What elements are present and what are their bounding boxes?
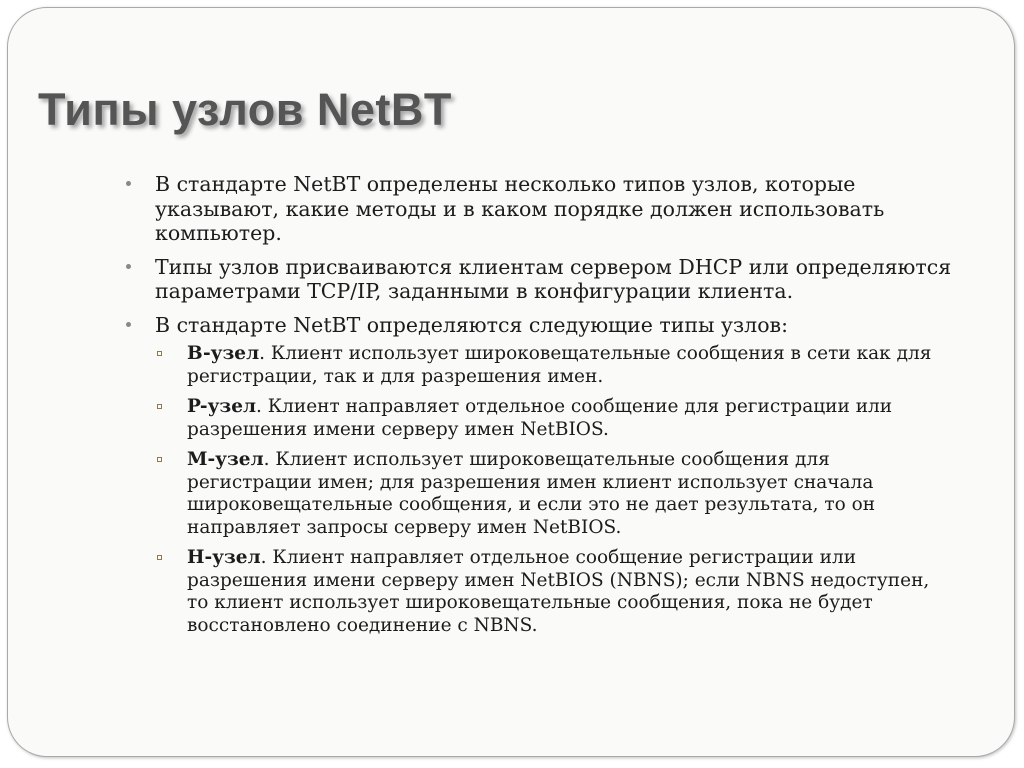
node-types-list	[155, 343, 954, 637]
node-type-term: M-узел	[187, 449, 264, 470]
node-type-term: H-узел	[187, 547, 261, 568]
bullet-item	[124, 172, 954, 246]
bullet-dot-icon	[126, 264, 131, 269]
node-type-item-b	[155, 343, 954, 388]
node-type-description: . Клиент использует широковещательные сообщения в сети как для регистрации, так и для разрешения имен.	[187, 343, 932, 387]
square-bullet-icon	[157, 404, 162, 409]
bullet-item	[124, 255, 954, 304]
node-type-description: . Клиент направляет отдельное сообщение регистрации или разрешения имени серверу имен NetBIOS (NBNS); если NBNS недоступен, то клиент использует широковещательные сообщения, пока не будет восстановлено соединение с NBNS.	[187, 547, 930, 636]
bullet-item	[124, 313, 954, 638]
bullet-text: Типы узлов присваиваются клиентам сервером DHCP или определяются параметрами TCP/IP, заданными в конфигурации клиента.	[155, 254, 952, 303]
square-bullet-icon	[157, 351, 162, 356]
bullet-text: В стандарте NetBT определены несколько типов узлов, которые указывают, какие методы и в каком порядке должен использовать компьютер.	[155, 172, 885, 245]
bullet-list	[124, 172, 954, 637]
bullet-text: В стандарте NetBT определяются следующие типы узлов:	[155, 312, 788, 337]
square-bullet-icon	[157, 457, 162, 462]
node-type-item-m	[155, 449, 954, 539]
node-type-item-p	[155, 396, 954, 441]
node-type-description: . Клиент направляет отдельное сообщение для регистрации или разрешения имени серверу имен NetBIOS.	[187, 396, 893, 440]
slide-content	[124, 172, 954, 646]
square-bullet-icon	[157, 555, 162, 560]
bullet-dot-icon	[126, 181, 131, 186]
node-type-term: B-узел	[187, 343, 260, 364]
node-type-item-h	[155, 547, 954, 637]
slide-title: Типы узлов NetBT	[38, 84, 452, 135]
slide-frame	[7, 7, 1015, 757]
bullet-dot-icon	[126, 322, 131, 327]
node-type-term: P-узел	[187, 396, 257, 417]
node-type-description: . Клиент использует широковещательные сообщения для регистрации имен; для разрешения имен клиент использует сначала широковещательные сообщения, и если это не дает результата, то он направляет запросы серверу имен NetBIOS.	[187, 449, 876, 538]
